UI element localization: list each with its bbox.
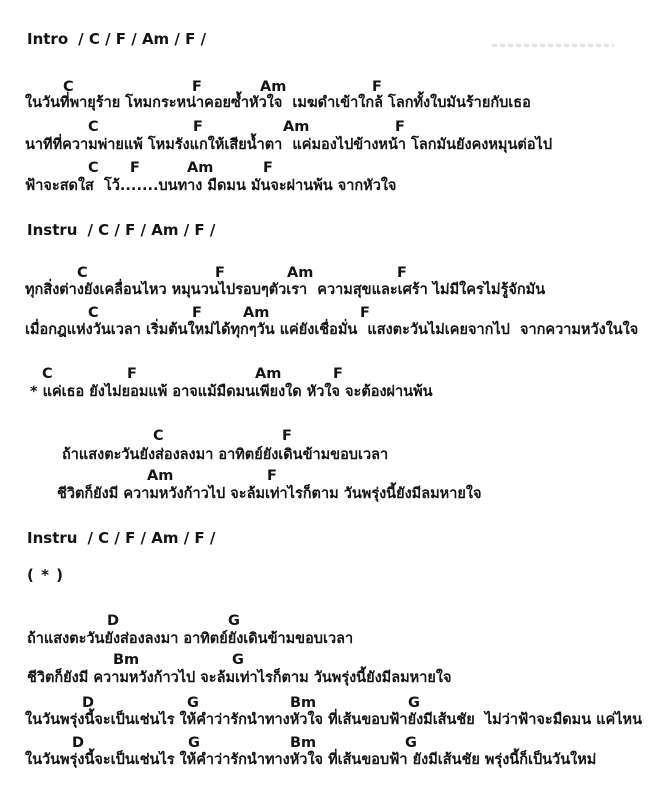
chord-F: F [282,428,292,444]
chord-C: C [77,265,88,281]
chord-Am: Am [187,160,214,176]
section-name: Instru [27,221,78,239]
chord-row [0,695,670,713]
chord-F: F [267,468,277,484]
chord-G: G [408,695,420,711]
lyric-line: * แค่เธอ ยังไม่ยอมแพ้ อาจแม้มืดมนเพียงใด หัวใจ จะต้องผ่านพ้น [30,384,433,400]
chord-C: C [88,119,99,135]
chord-D: D [82,695,95,711]
lyric-line: เมื่อกฎแห่งวันเวลา เริ่มต้นใหม่ได้ทุกๆวัน แค่ยังเชื่อมั่น แสงตะวันไม่เคยจากไป จากความหวังในใจ [25,322,639,338]
chord-F: F [215,265,225,281]
chord-F: F [193,119,203,135]
section-name: Intro [27,30,69,48]
chord-C: C [42,366,53,382]
chord-Bm: Bm [290,735,317,751]
chord-Am: Am [255,366,282,382]
section-chord-progression: / C / F / Am / F / [87,529,216,547]
chord-G: G [188,735,200,751]
chord-C: C [63,79,74,95]
chord-row [0,366,670,384]
chord-F: F [130,160,140,176]
chord-F: F [372,79,382,95]
lyric-line: นาทีที่ความพ่ายแพ้ โหมรังแกให้เสียน้ำตา แค่มองไปข้างหน้า โลกมันยังคงหมุนต่อไป [25,137,553,153]
chord-F: F [397,265,407,281]
section-header [27,530,215,547]
chord-Am: Am [260,79,287,95]
chord-row [0,652,670,670]
section-name: Instru [27,529,78,547]
chord-Am: Am [147,468,174,484]
chord-row [0,613,670,631]
chord-row [0,160,670,178]
chord-F: F [192,79,202,95]
chord-C: C [153,428,164,444]
chord-G: G [187,695,199,711]
lyric-line: ในวันพรุ่งนี้จะเป็นเช่นไร ให้คำว่ารักนำทางหัวใจ ที่เส้นขอบฟ้ายังมีเส้นชัย ไม่ว่าฟ้าจะมืดมน แค่ไหน [25,712,642,728]
chord-F: F [263,160,273,176]
chord-D: D [72,735,85,751]
lyric-line: ทุกสิ่งต่างยังเคลื่อนไหว หมุนวนไปรอบๆตัวเรา ความสุขและเศร้า ไม่มีใครไม่รู้จักมัน [25,282,546,298]
chord-F: F [127,366,137,382]
chord-Bm: Bm [290,695,317,711]
lyric-line: ถ้าแสงตะวันยังส่องลงมา อาทิตย์ยังเดินข้ามขอบเวลา [62,447,389,463]
chord-Am: Am [287,265,314,281]
chord-row [0,305,670,323]
lyric-line: ชีวิตก็ยังมี ความหวังก้าวไป จะล้มเท่าไรก็ตาม วันพรุ่งนี้ยังมีลมหายใจ [27,670,452,686]
chord-F: F [333,366,343,382]
chord-row [0,735,670,753]
chord-Am: Am [243,305,270,321]
chord-C: C [88,160,99,176]
chord-C: C [88,305,99,321]
repeat-marker: ( * ) [27,566,64,584]
section-header [27,222,215,239]
lyric-line: ในวันที่พายุร้าย โหมกระหน่าคอยซ้ำหัวใจ เมฆดำเข้าใกล้ โลกทั้งใบมันร้ายกับเธอ [25,95,531,111]
chord-row [0,468,670,486]
chord-row [0,428,670,446]
chord-row [0,119,670,137]
section-header [27,31,206,48]
lyric-line: ถ้าแสงตะวันยังส่องลงมา อาทิตย์ยังเดินข้ามขอบเวลา [27,631,354,647]
chord-F: F [192,305,202,321]
chord-D: D [107,613,120,629]
chord-row [0,265,670,283]
faint-watermark-line [492,44,614,47]
section-chord-progression: / C / F / Am / F / [78,30,207,48]
chord-G: G [228,613,240,629]
chord-Am: Am [283,119,310,135]
lyric-line: ชีวิตก็ยังมี ความหวังก้าวไป จะล้มเท่าไรก็ตาม วันพรุ่งนี้ยังมีลมหายใจ [57,486,482,502]
chord-F: F [360,305,370,321]
lyric-line: ในวันพรุ่งนี้จะเป็นเช่นไร ให้คำว่ารักนำทางหัวใจ ที่เส้นขอบฟ้า ยังมีเส้นชัย พรุ่งนี้ก็เป็นวันใหม่ [25,752,597,768]
chord-F: F [395,119,405,135]
section-chord-progression: / C / F / Am / F / [87,221,216,239]
chord-G: G [232,652,244,668]
chord-G: G [405,735,417,751]
lyric-line: ฟ้าจะสดใส โว้.......บนทาง มืดมน มันจะผ่านพ้น จากหัวใจ [25,178,397,194]
chord-Bm: Bm [113,652,140,668]
